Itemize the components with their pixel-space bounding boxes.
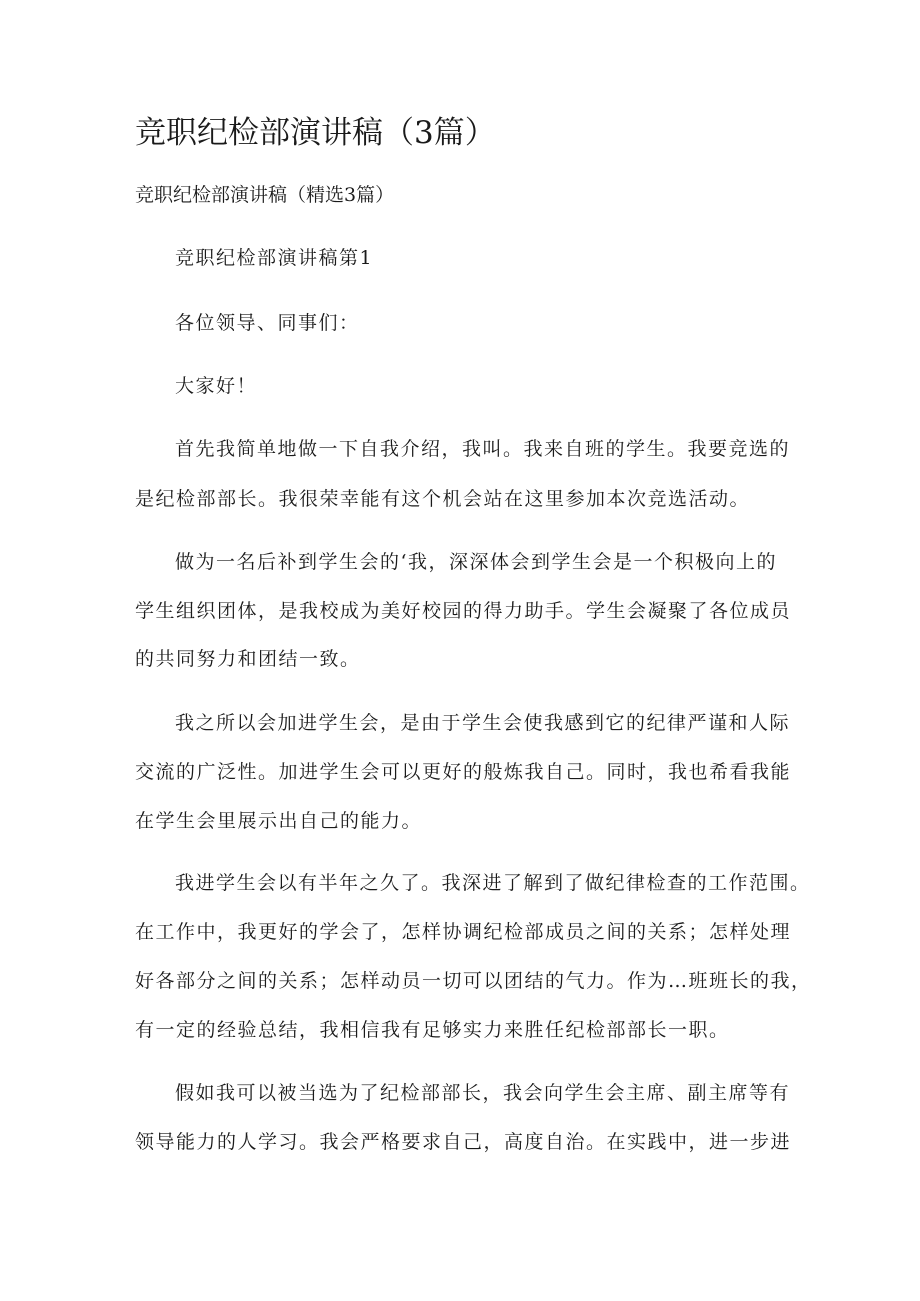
- document-title: 竞职纪检部演讲稿（3篇）: [135, 115, 496, 151]
- paragraph-line: 有一定的经验总结，我相信我有足够实力来胜任纪检部部长一职。: [135, 1019, 730, 1041]
- paragraph-line: 学生组织团体，是我校成为美好校园的得力助手。学生会凝聚了各位成员: [135, 600, 792, 622]
- paragraph-line: 假如我可以被当选为了纪检部部长，我会向学生会主席、副主席等有: [175, 1082, 791, 1104]
- paragraph-line: 交流的广泛性。加进学生会可以更好的般炼我自己。同时，我也希看我能: [135, 761, 792, 783]
- greeting: 大家好！: [175, 375, 258, 397]
- paragraph-line: 我进学生会以有半年之久了。我深进了解到了做纪律检查的工作范围。: [175, 872, 811, 894]
- paragraph-line: 在学生会里展示出自己的能力。: [135, 810, 423, 832]
- paragraph-line: 领导能力的人学习。我会严格要求自己，高度自治。在实践中，进一步进: [135, 1131, 792, 1153]
- paragraph-line: 的共同努力和团结一致。: [135, 648, 361, 670]
- paragraph-line: 首先我简单地做一下自我介绍，我叫。我来自班的学生。我要竞选的: [175, 438, 791, 460]
- paragraph-line: 好各部分之间的关系；怎样动员一切可以团结的气力。作为…班班长的我，: [135, 970, 812, 992]
- section-heading: 竞职纪检部演讲稿第1: [175, 247, 374, 269]
- paragraph-line: 我之所以会加进学生会，是由于学生会使我感到它的纪律严谨和人际: [175, 712, 791, 734]
- paragraph-line: 是纪检部部长。我很荣幸能有这个机会站在这里参加本次竞选活动。: [135, 488, 751, 510]
- salutation: 各位领导、同事们：: [175, 312, 360, 334]
- paragraph-line: 做为一名后补到学生会的‘我，深深体会到学生会是一个积极向上的: [175, 551, 778, 573]
- document-subtitle: 竞职纪检部演讲稿（精选3篇）: [135, 184, 395, 206]
- paragraph-line: 在工作中，我更好的学会了，怎样协调纪检部成员之间的关系；怎样处理: [135, 921, 792, 943]
